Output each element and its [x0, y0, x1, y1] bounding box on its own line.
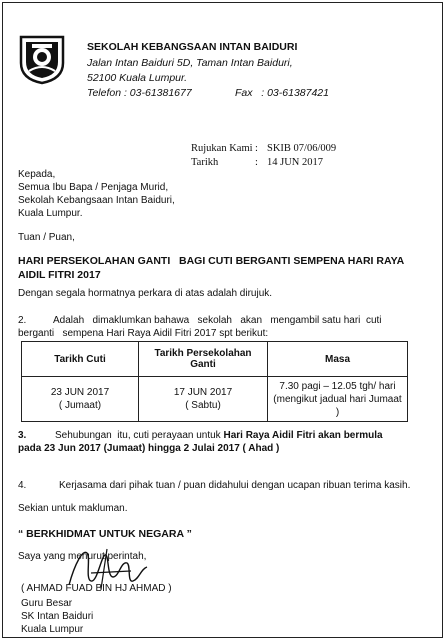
salutation: Tuan / Puan,: [18, 232, 75, 243]
para2-line-2: berganti sempena Hari Raya Aidil Fitri 2017 spt berikut:: [18, 328, 269, 339]
ref-separator: :: [255, 143, 258, 154]
para2-line-1: Adalah dimaklumkan bahawa sekolah akan mengambil satu hari cuti: [53, 315, 382, 326]
closing-line: Sekian untuk makluman.: [18, 503, 128, 514]
para3-number: 3.: [18, 430, 27, 441]
letter-title: [18, 254, 418, 282]
title-line-1: HARI PERSEKOLAHAN GANTI BAGI CUTI BERGANTI SEMPENA HARI RAYA: [18, 255, 405, 267]
signatory-city: Kuala Lumpur: [21, 624, 84, 635]
para2-number: 2.: [18, 315, 27, 326]
recipient-line-1: Semua Ibu Bapa / Penjaga Murid,: [18, 182, 169, 193]
phone-number: Telefon : 03-61381677: [87, 87, 192, 99]
para3-bold: Hari Raya Aidil Fitri akan bermula: [223, 430, 383, 441]
recipient-line-3: Kuala Lumpur.: [18, 208, 83, 219]
ganti-day: ( Sabtu): [185, 400, 221, 411]
signatory-title: Guru Besar: [21, 598, 73, 609]
ref-label: Rujukan Kami: [191, 143, 253, 154]
cuti-date: 23 JUN 2017: [50, 387, 110, 398]
address-line-1: Jalan Intan Baiduri 5D, Taman Intan Baiduri,: [87, 57, 293, 69]
cuti-day: ( Jumaat): [58, 400, 102, 411]
para4-number: 4.: [18, 480, 27, 491]
para3-line-1: [55, 429, 383, 442]
date-separator: :: [255, 157, 258, 168]
letter-page: [2, 2, 443, 638]
school-crest-icon: [17, 33, 67, 85]
address-line-2: 52100 Kuala Lumpur.: [87, 72, 188, 84]
cell-ganti: [139, 377, 268, 422]
date-value: 14 JUN 2017: [267, 157, 324, 168]
schedule-table: [21, 341, 408, 422]
header-tarikh-ganti: Tarikh Persekolahan Ganti: [139, 342, 268, 377]
cell-cuti: [22, 377, 139, 422]
recipient-kepada: Kepada,: [18, 169, 56, 180]
header-tarikh-cuti: Tarikh Cuti: [22, 342, 139, 377]
para4-text: Kerjasama dari pihak tuan / puan didahului dengan ucapan ribuan terima kasih.: [59, 480, 411, 491]
header-masa: Masa: [268, 342, 408, 377]
opening-line: Dengan segala hormatnya perkara di atas adalah dirujuk.: [18, 288, 273, 299]
saya-line: Saya yang menurut perintah,: [18, 551, 147, 562]
recipient-line-2: Sekolah Kebangsaan Intan Baiduri,: [18, 195, 175, 206]
masa-line-1: 7.30 pagi – 12.05 tgh/ hari: [279, 380, 396, 392]
signatory-school: SK Intan Baiduri: [21, 611, 94, 622]
masa-line-2: (mengikut jadual hari Jumaat ): [273, 393, 402, 418]
ganti-date: 17 JUN 2017: [173, 387, 233, 398]
table-header-row: [22, 342, 408, 377]
cell-masa: [268, 377, 408, 422]
para3-plain: Sehubungan itu, cuti perayaan untuk: [55, 430, 224, 441]
school-name: SEKOLAH KEBANGSAAN INTAN BAIDURI: [87, 41, 298, 53]
motto: “ BERKHIDMAT UNTUK NEGARA ”: [18, 528, 192, 540]
title-line-2: AIDIL FITRI 2017: [18, 269, 101, 281]
table-row: [22, 377, 408, 422]
signatory-name: ( AHMAD FUAD BIN HJ AHMAD ): [21, 583, 172, 594]
fax-number: Fax : 03-61387421: [235, 87, 329, 99]
date-label: Tarikh: [191, 157, 219, 168]
para3-line-2: pada 23 Jun 2017 (Jumaat) hingga 2 Julai 2017 ( Ahad ): [18, 443, 280, 454]
ref-value: SKIB 07/06/009: [267, 143, 337, 154]
